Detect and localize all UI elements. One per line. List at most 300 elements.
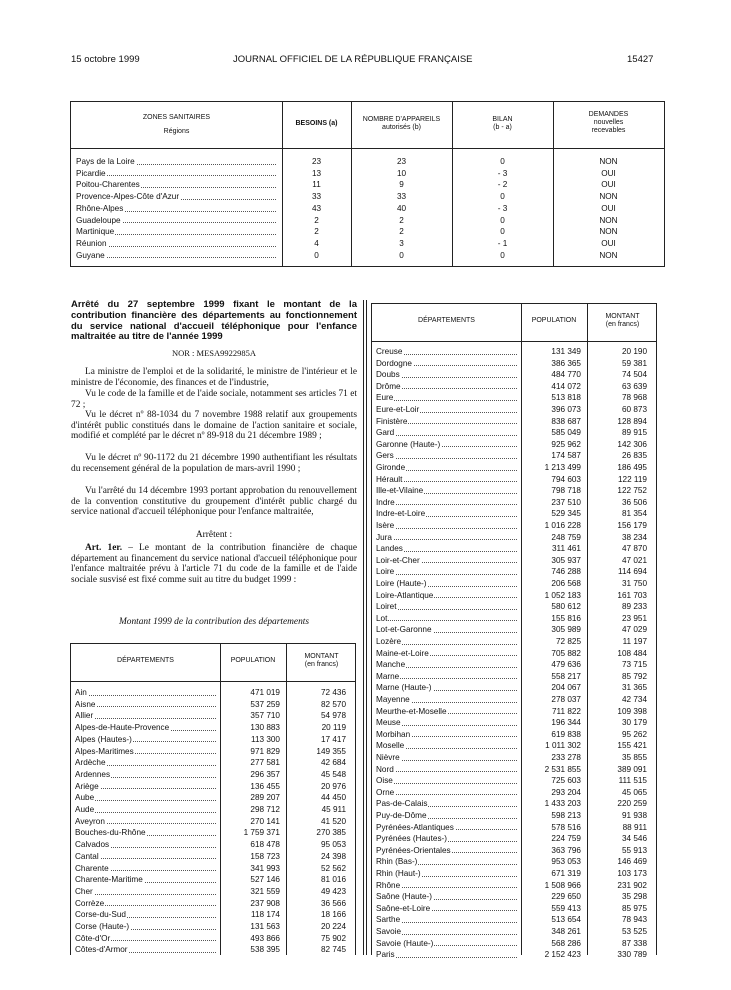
table-row	[71, 734, 357, 746]
table-row	[372, 880, 658, 892]
departement-name: Lot	[376, 613, 388, 623]
departement-name: Loir-et-Cher	[376, 555, 420, 565]
departement-name-cell	[376, 346, 517, 358]
departement-name-cell	[376, 358, 517, 370]
table-row	[372, 856, 658, 868]
departement-name-cell	[376, 532, 517, 544]
population-value: 671 319	[551, 869, 581, 878]
table-row	[372, 729, 658, 741]
table-row	[71, 909, 357, 921]
departement-name-cell	[376, 833, 517, 845]
table-row	[372, 358, 658, 370]
population-value: 1 759 371	[243, 828, 280, 838]
zone-besoins: 2	[314, 215, 319, 225]
montant-value: 24 398	[320, 851, 346, 861]
departement-name: Charente	[75, 863, 109, 873]
departement-name: Rhône	[376, 880, 401, 890]
population-value: 1 213 499	[544, 463, 581, 472]
departement-name-cell	[75, 722, 216, 734]
departement-name: Nièvre	[376, 753, 400, 762]
departement-name-cell	[75, 863, 216, 875]
table-row	[372, 903, 658, 915]
montant-value: 18 166	[320, 910, 346, 920]
table-row	[372, 810, 658, 822]
zone-appareils: 33	[396, 192, 407, 202]
population-value: 1 016 228	[544, 521, 581, 530]
left-header-unit: (en francs)	[304, 661, 339, 668]
montant-value: 63 639	[621, 381, 647, 391]
paragraph-decret-1988: Vu le décret nº 88-1034 du 7 novembre 1988 relatif aux groupements d'intérêt public constitués dans le domaine de l'action sanitaire et sociale, modifié et complété par le décret nº 89-918 du 21 décembre 1989 ;	[71, 410, 357, 442]
table-row	[71, 851, 357, 863]
departement-name: Lozère	[376, 637, 402, 646]
population-value: 559 413	[551, 903, 581, 913]
table-row	[372, 891, 658, 903]
montant-value: 87 338	[621, 938, 647, 948]
population-value: 158 723	[250, 851, 280, 861]
montant-value: 45 911	[321, 805, 346, 814]
departement-name-cell	[376, 822, 517, 834]
table-row	[71, 699, 357, 711]
table-row	[372, 381, 658, 393]
departement-name-cell	[376, 764, 517, 776]
left-header-population: POPULATION	[230, 657, 276, 664]
population-value: 233 278	[551, 753, 581, 762]
departement-name-cell	[376, 590, 517, 602]
departement-name-cell	[376, 555, 517, 567]
nor-reference: NOR : MESA9922985A	[171, 348, 257, 358]
header-bilan-sub: (b - a)	[493, 124, 512, 131]
departement-name: Bouches-du-Rhône	[75, 828, 146, 838]
zone-row	[71, 215, 666, 227]
zone-demandes: OUI	[601, 180, 616, 190]
table-row	[372, 392, 658, 404]
zone-demandes: OUI	[601, 203, 616, 213]
leader-dots	[376, 528, 517, 529]
departement-name-cell	[75, 769, 216, 781]
montant-value: 186 495	[617, 463, 647, 472]
population-value: 298 712	[250, 805, 280, 814]
departement-name-cell	[75, 816, 216, 828]
zone-besoins: 4	[314, 238, 319, 248]
departement-name-cell	[75, 851, 216, 863]
zone-region	[76, 238, 276, 250]
departement-name-cell	[75, 792, 216, 804]
montant-value: 45 548	[320, 769, 346, 779]
montant-value: 128 894	[617, 416, 647, 426]
departement-name-cell	[376, 938, 517, 950]
departement-name: Corse (Haute-)	[75, 922, 130, 931]
zone-demandes: NON	[599, 250, 618, 260]
montant-value: 103 173	[617, 869, 647, 878]
table-row	[71, 944, 357, 956]
table-row	[372, 868, 658, 880]
population-value: 527 146	[250, 875, 280, 885]
table-row	[71, 746, 357, 758]
population-value: 229 650	[551, 892, 581, 902]
population-value: 471 019	[250, 688, 280, 697]
departement-name: Aisne	[75, 699, 96, 709]
zone-region	[76, 215, 276, 227]
table-row	[372, 439, 658, 451]
table-row	[71, 816, 357, 828]
montant-value: 45 065	[621, 787, 647, 797]
leader-dots	[376, 783, 517, 784]
departement-name-cell	[376, 613, 517, 625]
table-row	[372, 775, 658, 787]
population-value: 289 207	[250, 793, 280, 803]
population-value: 838 687	[551, 416, 581, 426]
table-row	[71, 898, 357, 910]
departement-name-cell	[376, 578, 517, 590]
right-header-population: POPULATION	[531, 317, 577, 324]
zone-region-label: Provence-Alpes-Côte d'Azur	[76, 192, 180, 202]
departement-name: Alpes-Maritimes	[75, 746, 134, 756]
leader-dots	[376, 609, 517, 610]
leader-dots	[75, 894, 216, 895]
zone-region-label: Poitou-Charentes	[76, 180, 140, 190]
table-row	[372, 369, 658, 381]
population-value: 538 395	[250, 945, 280, 955]
table-row	[372, 346, 658, 358]
montant-value: 47 029	[621, 625, 647, 635]
population-value: 174 587	[551, 451, 581, 461]
departement-name: Saône-et-Loire	[376, 903, 431, 913]
montant-value: 78 943	[621, 915, 647, 925]
departement-name-cell	[376, 949, 517, 961]
montant-value: 31 750	[621, 579, 647, 588]
population-value: 578 516	[551, 822, 581, 832]
zone-row	[71, 179, 666, 191]
departement-name-cell	[376, 439, 517, 451]
departement-name-cell	[376, 497, 517, 509]
population-value: 484 770	[551, 370, 581, 380]
table-row	[71, 687, 357, 699]
departement-name-cell	[75, 886, 216, 898]
departement-name: Manche	[376, 660, 406, 670]
population-value: 357 710	[250, 711, 280, 721]
departement-name-cell	[376, 543, 517, 555]
montant-value: 389 091	[617, 764, 647, 774]
departement-name: Calvados	[75, 840, 110, 850]
header-demandes-sub1: nouvelles	[593, 119, 624, 126]
table-row	[372, 833, 658, 845]
montant-value: 91 938	[621, 811, 647, 820]
left-header-montant: MONTANT	[304, 653, 339, 660]
population-value: 113 300	[251, 734, 280, 744]
departement-name: Loire	[376, 567, 395, 577]
departement-name: Gard	[376, 428, 395, 438]
departement-name-cell	[376, 682, 517, 694]
table-row	[372, 566, 658, 578]
montant-value: 52 562	[320, 863, 346, 873]
zone-region	[76, 156, 276, 168]
table-row	[71, 839, 357, 851]
montant-value: 111 515	[618, 776, 647, 786]
departement-name-cell	[376, 880, 517, 892]
departement-name: Alpes (Hautes-)	[75, 734, 132, 744]
population-value: 155 816	[551, 613, 581, 623]
zone-region-label: Guyane	[76, 250, 105, 260]
montant-value: 81 016	[320, 875, 346, 885]
departement-name-cell	[75, 757, 216, 769]
table-row	[372, 601, 658, 613]
montant-value: 53 525	[621, 927, 647, 936]
departement-name: Charente-Maritime	[75, 875, 143, 885]
montant-value: 36 566	[320, 898, 346, 908]
table-row	[372, 450, 658, 462]
montant-value: 114 694	[618, 567, 647, 577]
population-value: 224 759	[551, 834, 581, 844]
table-row	[372, 624, 658, 636]
zone-bilan: 0	[500, 227, 505, 237]
header-appareils: NOMBRE D'APPAREILS	[362, 116, 441, 123]
population-value: 131 349	[551, 347, 581, 356]
montant-value: 75 902	[320, 933, 346, 943]
departement-name: Côte-d'Or	[75, 933, 111, 943]
population-value: 293 204	[551, 787, 581, 797]
departement-name-cell	[75, 839, 216, 851]
zone-besoins: 11	[312, 180, 321, 190]
population-value: 618 478	[250, 840, 280, 850]
montant-value: 73 715	[621, 660, 647, 670]
departement-name: Pyrénées-Orientales	[376, 845, 451, 855]
montant-value: 270 385	[316, 828, 346, 838]
departement-name-cell	[376, 636, 517, 648]
zone-besoins: 2	[314, 227, 319, 237]
table-row	[372, 740, 658, 752]
departement-name-cell	[75, 804, 216, 816]
zone-row	[71, 226, 666, 238]
departement-name: Oise	[376, 776, 393, 786]
paragraph-arrete-1993: Vu l'arrêté du 14 décembre 1993 portant approbation du renouvellement de la convention constitutive du groupement d'intérêt public chargé du service national d'accueil téléphonique pour l'enfance maltraitée,	[71, 486, 357, 518]
zone-row	[71, 168, 666, 180]
departement-name: Dordogne	[376, 358, 412, 368]
montant-value: 23 951	[621, 613, 647, 623]
table-row	[71, 781, 357, 793]
departement-name-cell	[376, 450, 517, 462]
zone-row	[71, 156, 666, 168]
population-value: 493 866	[250, 933, 280, 943]
leader-dots	[376, 539, 517, 540]
zone-appareils: 10	[396, 168, 407, 178]
zone-demandes: OUI	[601, 238, 616, 248]
departement-name: Drôme	[376, 381, 401, 391]
right-header-unit: (en francs)	[605, 321, 640, 328]
departement-name-cell	[376, 914, 517, 926]
population-value: 341 993	[250, 863, 280, 873]
departement-name: Indre-et-Loire	[376, 509, 426, 519]
departement-name: Corrèze	[75, 898, 105, 908]
departement-name: Loiret	[376, 602, 397, 612]
table-row	[71, 863, 357, 875]
right-header-montant: MONTANT	[605, 313, 640, 320]
montant-value: 156 179	[617, 521, 647, 530]
table-row	[71, 757, 357, 769]
table-row	[372, 508, 658, 520]
table-row	[372, 590, 658, 602]
zone-demandes: NON	[599, 157, 618, 166]
departement-name-cell	[376, 740, 517, 752]
departement-name: Savoie	[376, 927, 402, 936]
population-value: 479 636	[551, 660, 581, 670]
table-row	[71, 827, 357, 839]
leader-dots	[75, 718, 216, 719]
zone-region	[76, 226, 276, 238]
montant-value: 78 968	[621, 393, 647, 403]
departement-name: Rhin (Haut-)	[376, 869, 421, 878]
table-row	[372, 914, 658, 926]
departement-name: Lot-et-Garonne	[376, 625, 432, 635]
zone-appareils: 0	[399, 250, 404, 260]
departement-name-cell	[376, 601, 517, 613]
zone-bilan: 0	[500, 157, 505, 166]
departement-name-cell	[376, 427, 517, 439]
departement-name: Meurthe-et-Moselle	[376, 706, 447, 716]
montant-value: 146 469	[617, 857, 647, 867]
population-value: 348 261	[551, 927, 581, 936]
population-value: 619 838	[551, 729, 581, 739]
montant-value: 89 915	[621, 428, 647, 438]
population-value: 725 603	[551, 776, 581, 786]
table-row	[372, 822, 658, 834]
population-value: 237 510	[551, 497, 581, 507]
zone-region	[76, 179, 276, 191]
montant-value: 85 975	[621, 903, 647, 913]
montant-value: 49 423	[320, 886, 346, 896]
table-row	[372, 578, 658, 590]
population-value: 296 357	[250, 769, 280, 779]
table-row	[71, 769, 357, 781]
departement-name-cell	[75, 933, 216, 945]
departement-name-cell	[376, 566, 517, 578]
leader-dots	[376, 435, 517, 436]
departement-name-cell	[376, 520, 517, 532]
table-row	[71, 874, 357, 886]
zone-region-label: Picardie	[76, 168, 106, 178]
departement-name-cell	[376, 659, 517, 671]
table-row	[372, 497, 658, 509]
departement-name-cell	[75, 710, 216, 722]
paragraph-decret-1990: Vu le décret nº 90-1172 du 21 décembre 1990 authentifiant les résultats du recensement général de la population de mars-avril 1990 ;	[71, 453, 357, 474]
departement-name-cell	[376, 404, 517, 416]
zone-appareils: 40	[396, 203, 407, 213]
departement-name-cell	[376, 891, 517, 903]
montant-value: 142 306	[617, 439, 647, 449]
header-bilan: BILAN	[492, 116, 513, 123]
table-row	[372, 706, 658, 718]
departement-name: Indre	[376, 497, 395, 507]
departement-name: Ariège	[75, 781, 99, 791]
leader-dots	[376, 957, 517, 958]
zone-region-label: Pays de la Loire	[76, 157, 135, 166]
population-value: 513 818	[551, 393, 581, 403]
population-value: 305 937	[551, 555, 581, 565]
departement-name-cell	[75, 827, 216, 839]
article-1-label: Art. 1er.	[85, 543, 123, 553]
departement-name: Isère	[376, 521, 395, 530]
article-1-text: – Le montant de la contribution financière de chaque département au financement du service national d'accueil téléphonique pour l'enfance maltraitée prévu à l'article 71 du code de la famille et de l'aide sociale susvisé est fixé comme suit au titre du budget 1999 :	[71, 543, 358, 585]
departement-name-cell	[376, 926, 517, 938]
leader-dots	[75, 800, 216, 801]
table-row	[372, 520, 658, 532]
zone-besoins: 0	[314, 250, 319, 260]
departement-name: Garonne (Haute-)	[376, 439, 441, 449]
montant-value: 20 190	[621, 347, 647, 356]
zone-demandes: NON	[599, 215, 618, 225]
population-value: 971 829	[250, 746, 280, 756]
departement-name-cell	[376, 648, 517, 660]
zone-besoins: 43	[311, 203, 322, 213]
montant-value: 89 233	[621, 602, 647, 612]
montant-value: 38 234	[621, 532, 647, 542]
departement-name-cell	[376, 752, 517, 764]
departement-name: Gers	[376, 451, 394, 461]
departement-name-cell	[75, 746, 216, 758]
departement-name: Cher	[75, 886, 93, 896]
departement-name: Aude	[75, 805, 95, 814]
zone-demandes: NON	[599, 227, 618, 237]
leader-dots	[75, 812, 216, 813]
table-row	[372, 938, 658, 950]
zone-region-label: Martinique	[76, 227, 115, 237]
departement-name: Creuse	[376, 347, 403, 356]
arretent-heading: Arrêtent :	[195, 530, 233, 540]
departement-name-cell	[75, 944, 216, 956]
departement-name-cell	[75, 781, 216, 793]
population-value: 746 288	[551, 567, 581, 577]
departement-name: Pas-de-Calais	[376, 799, 428, 809]
table-row	[71, 804, 357, 816]
departement-name: Loire-Atlantique	[376, 590, 434, 600]
header-demandes: DEMANDES	[588, 111, 629, 118]
montant-value: 220 259	[617, 799, 647, 809]
montant-value: 55 913	[621, 845, 647, 855]
departement-name-cell	[376, 462, 517, 474]
departement-name: Marne	[376, 671, 400, 681]
leader-dots	[376, 574, 517, 575]
departement-name: Morbihan	[376, 729, 411, 739]
departement-name-cell	[376, 775, 517, 787]
leader-dots	[76, 257, 276, 258]
montant-value: 20 976	[320, 781, 346, 791]
zone-demandes: NON	[599, 192, 618, 202]
departement-name: Gironde	[376, 463, 406, 472]
departement-name-cell	[376, 694, 517, 706]
table-row	[372, 636, 658, 648]
departement-name: Rhin (Bas-)	[376, 857, 418, 867]
zone-besoins: 33	[311, 192, 322, 202]
table-row	[372, 752, 658, 764]
population-value: 196 344	[551, 718, 581, 728]
departement-name-cell	[75, 921, 216, 933]
population-value: 130 883	[250, 723, 280, 733]
montant-value: 60 873	[621, 405, 647, 414]
population-value: 568 286	[551, 938, 581, 948]
table-row	[372, 764, 658, 776]
montant-value: 42 734	[621, 695, 647, 704]
montant-value: 59 381	[621, 358, 647, 368]
departement-name-cell	[376, 717, 517, 729]
zone-region	[76, 250, 276, 262]
montant-value: 109 398	[617, 706, 647, 716]
population-value: 1 052 183	[544, 590, 581, 600]
departement-name: Allier	[75, 711, 94, 721]
population-value: 558 217	[551, 671, 581, 681]
table-row	[71, 886, 357, 898]
zone-row	[71, 238, 666, 250]
departement-name: Aveyron	[75, 816, 105, 826]
montant-value: 82 745	[320, 945, 346, 955]
